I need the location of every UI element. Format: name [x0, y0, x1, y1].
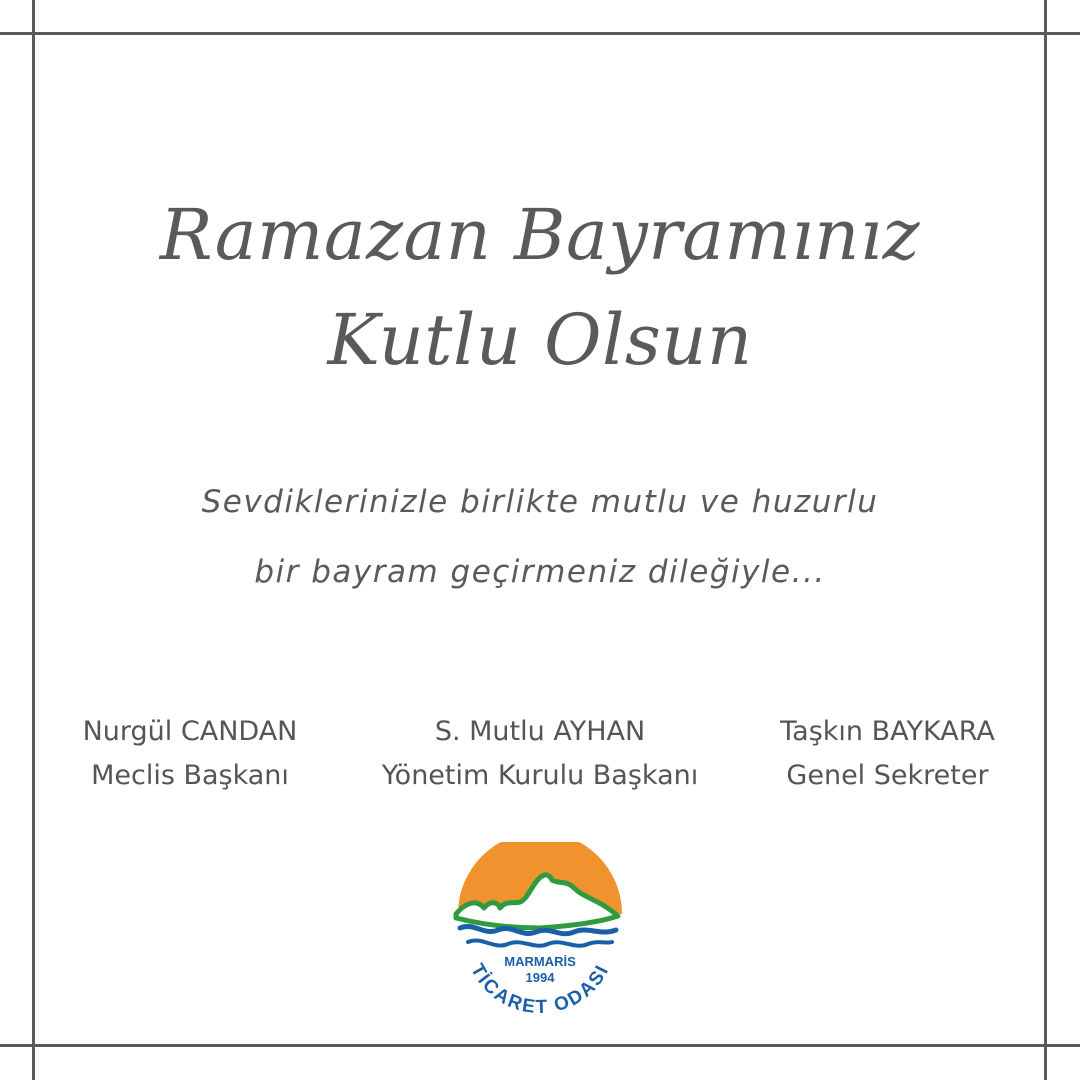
signature-name: S. Mutlu AYHAN	[434, 716, 646, 747]
logo-year: 1994	[525, 970, 555, 985]
logo-ring-textpath: TİCARET ODASI	[466, 960, 614, 1019]
message-line-1: Sevdiklerinizle birlikte mutlu ve huzurlu	[201, 484, 879, 520]
frame-line-bottom	[0, 1044, 1080, 1047]
chamber-of-commerce-logo	[450, 842, 630, 1027]
signature-2	[340, 710, 740, 798]
signature-role: Meclis Başkanı	[91, 760, 289, 791]
signature-name: Nurgül CANDAN	[82, 716, 298, 747]
greeting-title-line-1: Ramazan Bayramınız	[159, 194, 921, 276]
wave-2	[468, 940, 612, 945]
message-line-2: bir bayram geçirmeniz dileğiyle...	[254, 554, 826, 590]
signature-role: Yönetim Kurulu Başkanı	[381, 760, 699, 791]
signature-role: Genel Sekreter	[786, 760, 989, 791]
greeting-title-line-2: Kutlu Olsun	[327, 299, 753, 381]
logo-top-text: MARMARİS	[504, 954, 576, 969]
frame-line-right	[1044, 0, 1047, 1080]
signature-name: Taşkın BAYKARA	[780, 716, 995, 747]
signature-3	[745, 710, 1030, 798]
frame-line-top	[0, 32, 1080, 35]
frame-line-left	[32, 0, 35, 1080]
signature-1	[50, 710, 330, 798]
